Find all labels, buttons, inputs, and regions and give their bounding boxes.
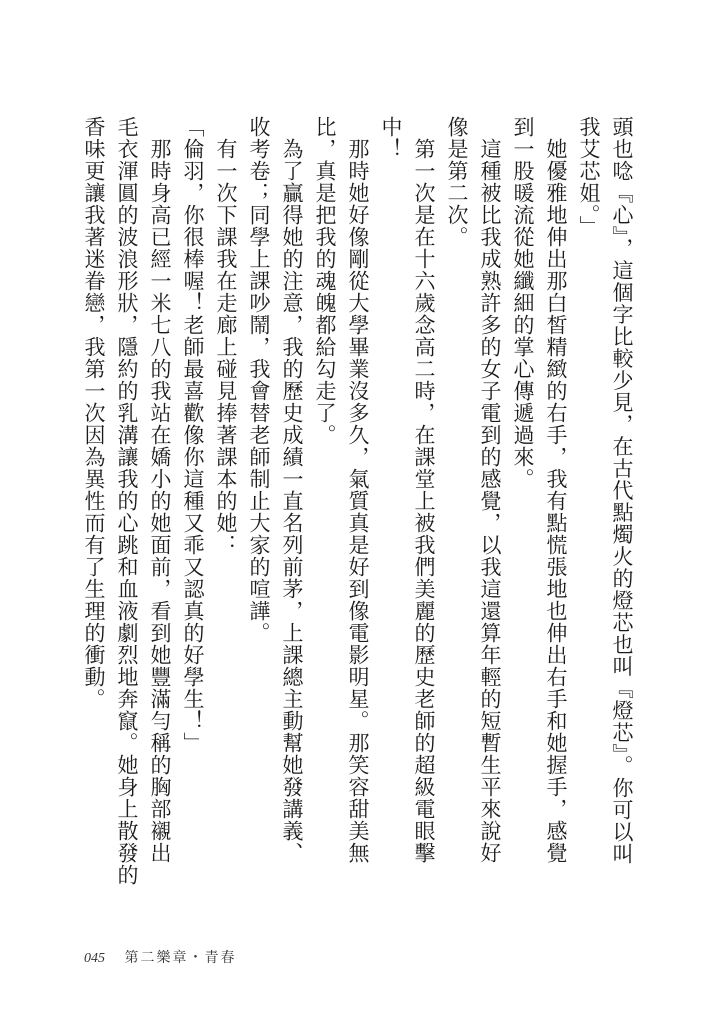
text-column: 比，真是把我的魂魄都給勾走了。	[313, 116, 337, 446]
text-column: 那時她好像剛從大學畢業沒多久，氣質真是好到像電影明星。那笑容甜美無	[346, 116, 370, 864]
page-number: 045	[84, 951, 105, 966]
text-column: 中！	[379, 116, 403, 160]
text-column: 有一次下課我在走廊上碰見捧著課本的她：	[214, 116, 238, 556]
text-column: 為了贏得她的注意，我的歷史成績一直名列前茅，上課總主動幫她發講義、	[280, 116, 304, 864]
text-column: 「倫羽，你很棒喔！老師最喜歡像你這種又乖又認真的好學生！」	[181, 116, 205, 754]
text-column: 毛衣渾圓的波浪形狀，隱約的乳溝讓我的心跳和血液劇烈地奔竄。她身上散發的	[115, 116, 139, 886]
running-title: 第二樂章・青春	[124, 951, 237, 966]
text-column: 收考卷；同學上課吵鬧，我會替老師制止大家的喧譁。	[247, 116, 271, 644]
body-text	[77, 116, 638, 886]
text-column: 這種被比我成熟許多的女子電到的感覺，以我這還算年輕的短暫生平來說好	[478, 116, 502, 864]
text-column: 像是第二次。	[445, 116, 469, 248]
page-footer	[84, 947, 237, 967]
text-column: 第一次是在十六歲念高二時，在課堂上被我們美麗的歷史老師的超級電眼擊	[412, 116, 436, 864]
text-column: 頭也唸『心』，這個字比較少見，在古代點燭火的燈芯也叫『燈芯』。你可以叫	[610, 116, 634, 865]
text-column: 到一股暖流從她纖細的掌心傳遞過來。	[511, 116, 535, 490]
text-column: 我艾芯姐。」	[577, 116, 601, 238]
text-column: 她優雅地伸出那白皙精緻的右手，我有點慌張地也伸出右手和她握手，感覺	[544, 116, 568, 864]
text-column: 那時身高已經一米七八的我站在嬌小的她面前，看到她豐滿勻稱的胸部襯出	[148, 116, 172, 864]
text-column: 香味更讓我著迷眷戀，我第一次因為異性而有了生理的衝動。	[82, 116, 106, 710]
